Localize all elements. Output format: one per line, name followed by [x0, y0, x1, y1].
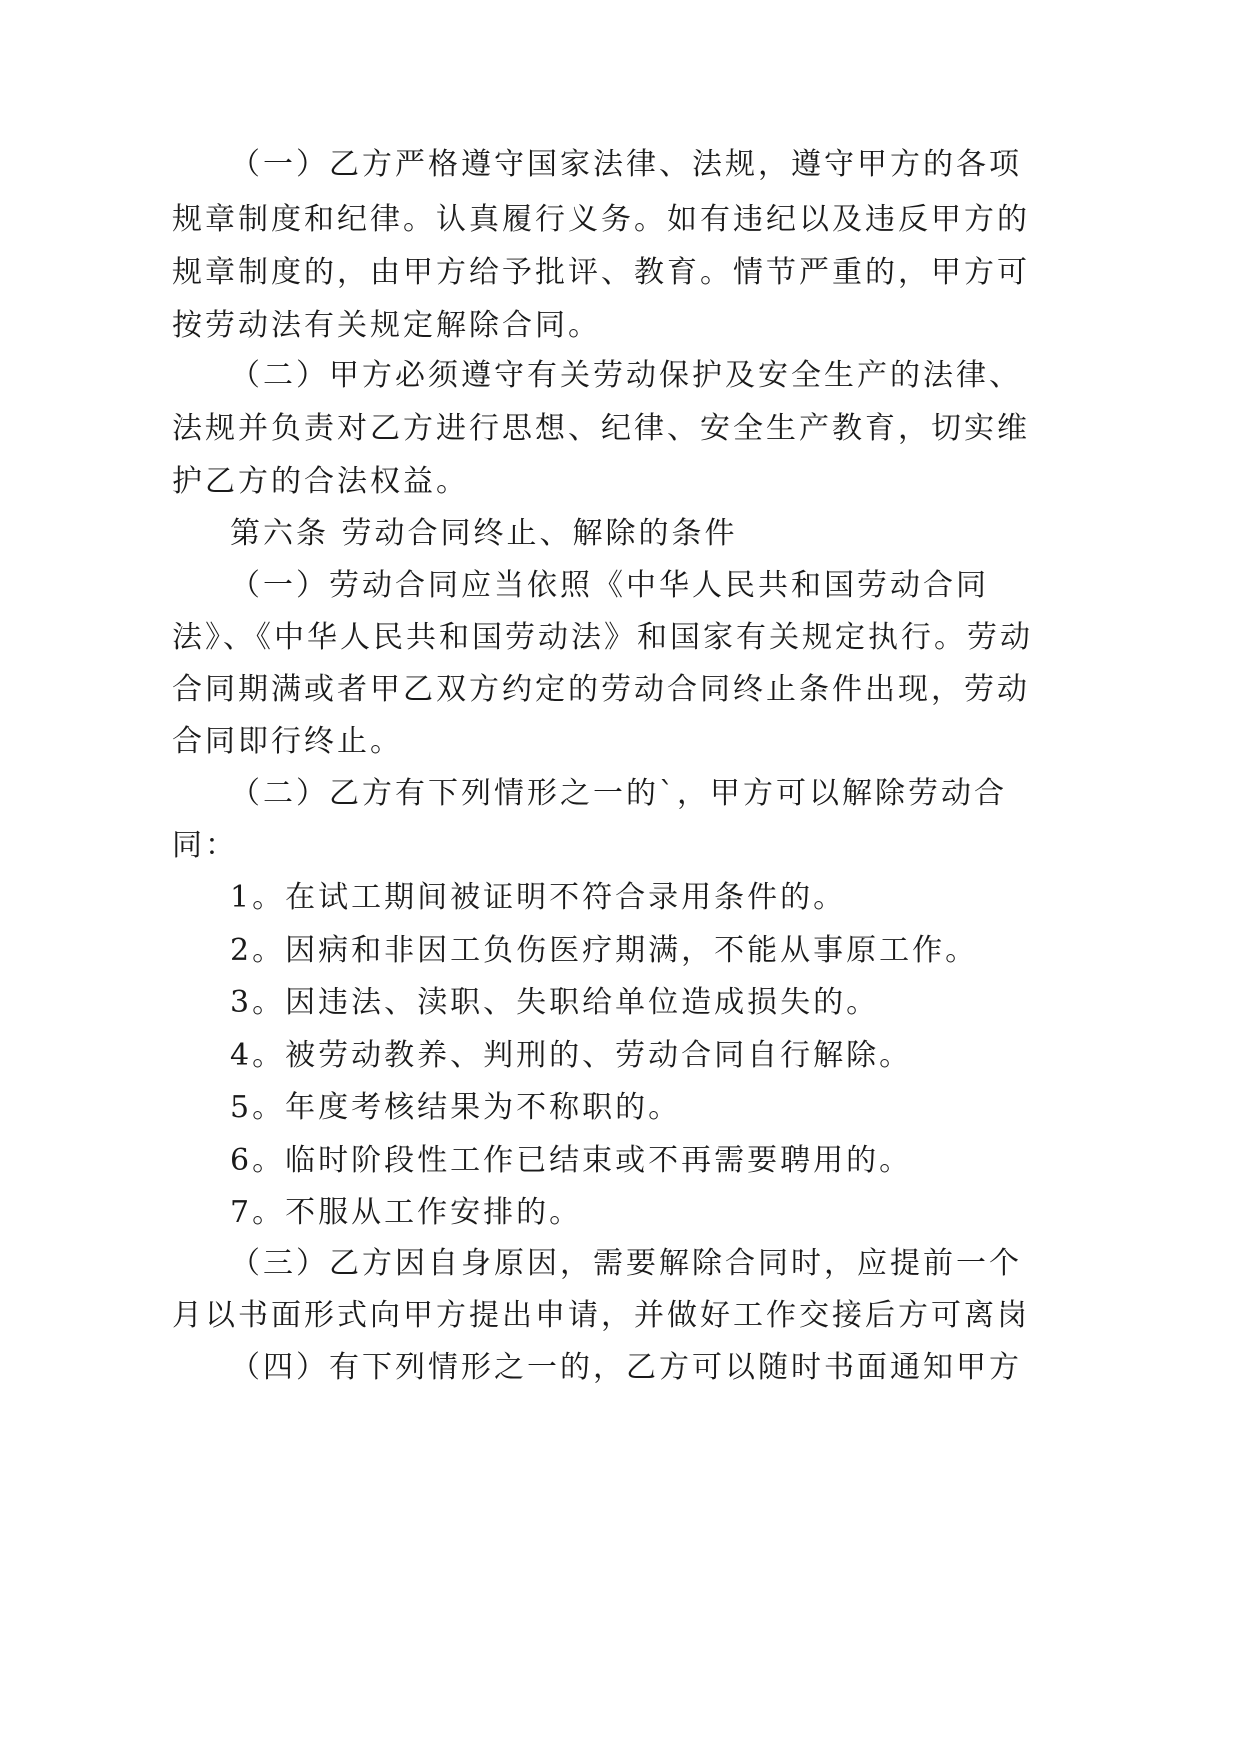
- section-heading: 第六条 劳动合同终止、解除的条件: [230, 516, 738, 551]
- text-line-13: （二）乙方有下列情形之一的`，甲方可以解除劳动合: [230, 776, 1007, 811]
- text-line-9: （一）劳动合同应当依照《中华人民共和国劳动合同: [230, 568, 989, 603]
- text-line-6: 法规并负责对乙方进行思想、纪律、安全生产教育，切实维: [172, 411, 1030, 446]
- text-line-4: 按劳动法有关规定解除合同。: [172, 308, 601, 343]
- text-line-24: （四）有下列情形之一的，乙方可以随时书面通知甲方: [230, 1350, 1022, 1385]
- list-item-2: 2。因病和非因工负伤医疗期满，不能从事原工作。: [230, 933, 979, 968]
- list-item-5: 5。年度考核结果为不称职的。: [230, 1090, 682, 1125]
- text-line-10: 法》、《中华人民共和国劳动法》和国家有关规定执行。劳动: [172, 620, 1033, 655]
- text-line-12: 合同即行终止。: [172, 724, 403, 759]
- list-item-3: 3。因违法、渎职、失职给单位造成损失的。: [230, 985, 880, 1020]
- list-item-4: 4。被劳动教养、判刑的、劳动合同自行解除。: [230, 1038, 913, 1073]
- text-line-7: 护乙方的合法权益。: [172, 464, 469, 499]
- text-line-2: 规章制度和纪律。认真履行义务。如有违纪以及违反甲方的: [172, 202, 1030, 237]
- list-item-1: 1。在试工期间被证明不符合录用条件的。: [230, 880, 847, 915]
- list-item-7: 7。不服从工作安排的。: [230, 1195, 583, 1230]
- text-line-11: 合同期满或者甲乙双方约定的劳动合同终止条件出现，劳动: [172, 672, 1030, 707]
- text-line-1: （一）乙方严格遵守国家法律、法规，遵守甲方的各项: [230, 147, 1022, 182]
- text-line-5: （二）甲方必须遵守有关劳动保护及安全生产的法律、: [230, 358, 1022, 393]
- text-line-22: （三）乙方因自身原因，需要解除合同时，应提前一个: [230, 1246, 1022, 1281]
- text-line-3: 规章制度的，由甲方给予批评、教育。情节严重的，甲方可: [172, 255, 1030, 290]
- text-line-14: 同：: [172, 828, 238, 863]
- text-line-23: 月以书面形式向甲方提出申请，并做好工作交接后方可离岗: [172, 1298, 1030, 1333]
- list-item-6: 6。临时阶段性工作已结束或不再需要聘用的。: [230, 1143, 913, 1178]
